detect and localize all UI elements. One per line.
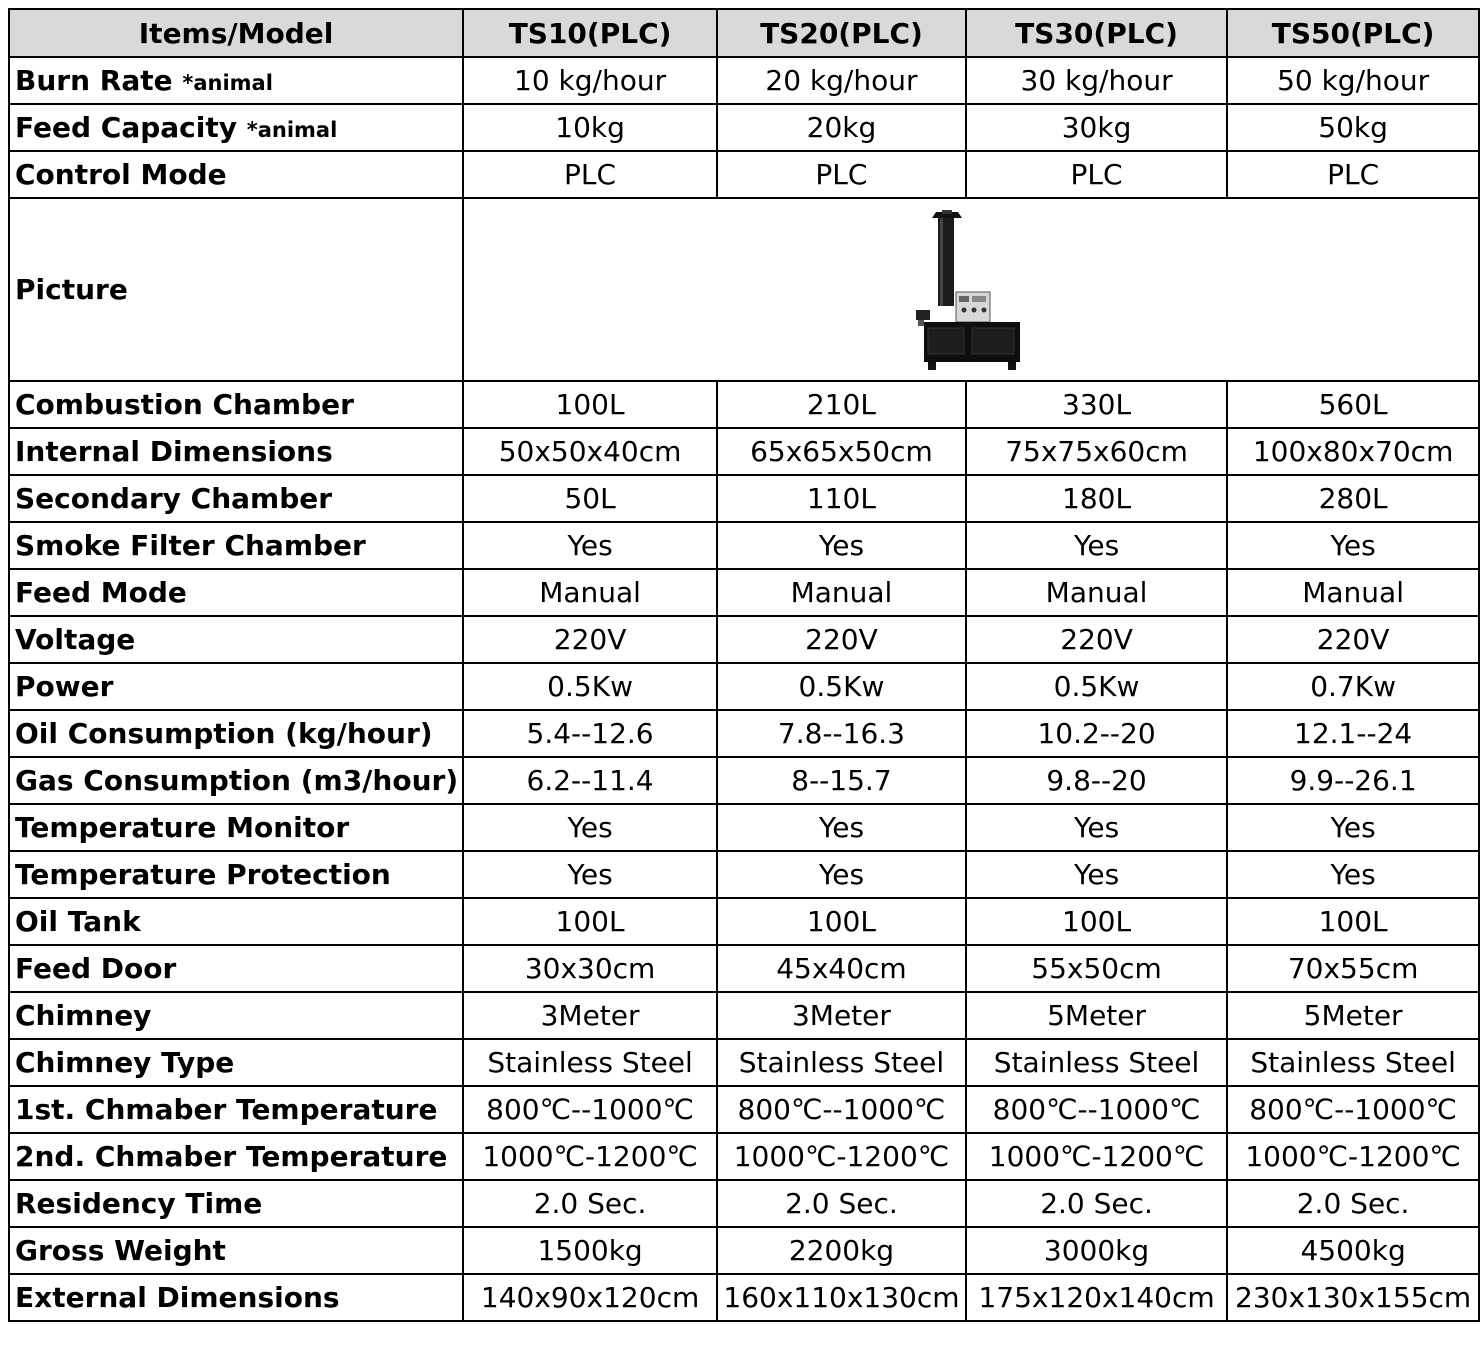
value-cell: 0.5Kw (717, 663, 966, 710)
row-label: Control Mode (15, 158, 227, 191)
value-cell: 230x130x155cm (1227, 1274, 1479, 1321)
value-cell: 3000kg (966, 1227, 1227, 1274)
value-cell: 20 kg/hour (717, 57, 966, 104)
header-row (9, 9, 1479, 57)
value-cell: 175x120x140cm (966, 1274, 1227, 1321)
value-cell: 800℃--1000℃ (1227, 1086, 1479, 1133)
value-cell: Yes (966, 522, 1227, 569)
value-cell: 2.0 Sec. (1227, 1180, 1479, 1227)
value-cell: 210L (717, 381, 966, 428)
value-cell: 140x90x120cm (463, 1274, 717, 1321)
row-label-cell (9, 428, 463, 475)
value-cell: 30 kg/hour (966, 57, 1227, 104)
row-label-cell (9, 381, 463, 428)
value-cell: 70x55cm (1227, 945, 1479, 992)
value-cell: PLC (966, 151, 1227, 198)
value-cell: 50 kg/hour (1227, 57, 1479, 104)
value-cell: 220V (966, 616, 1227, 663)
value-cell: 3Meter (463, 992, 717, 1039)
value-cell: 20kg (717, 104, 966, 151)
spec-row (9, 1133, 1479, 1180)
items-model-header: Items/Model (9, 9, 463, 57)
value-cell: 800℃--1000℃ (463, 1086, 717, 1133)
spec-row (9, 1086, 1479, 1133)
value-cell: Yes (717, 522, 966, 569)
value-cell: 100L (463, 381, 717, 428)
spec-row (9, 616, 1479, 663)
value-cell: 1500kg (463, 1227, 717, 1274)
row-label-cell (9, 898, 463, 945)
row-label: Residency Time (15, 1187, 263, 1220)
spec-row (9, 1180, 1479, 1227)
row-label-cell (9, 710, 463, 757)
spec-row (9, 475, 1479, 522)
value-cell: 4500kg (1227, 1227, 1479, 1274)
row-label-cell (9, 992, 463, 1039)
spec-row (9, 804, 1479, 851)
spec-row (9, 710, 1479, 757)
row-label: Gross Weight (15, 1234, 226, 1267)
value-cell: Yes (1227, 804, 1479, 851)
row-label: Oil Tank (15, 905, 141, 938)
value-cell: 6.2--11.4 (463, 757, 717, 804)
spec-row (9, 945, 1479, 992)
value-cell: 2.0 Sec. (966, 1180, 1227, 1227)
value-cell: 100x80x70cm (1227, 428, 1479, 475)
model-header: TS10(PLC) (463, 9, 717, 57)
spec-row (9, 57, 1479, 104)
value-cell: PLC (1227, 151, 1479, 198)
value-cell: Yes (966, 851, 1227, 898)
value-cell: 55x50cm (966, 945, 1227, 992)
spec-row (9, 1039, 1479, 1086)
spec-row (9, 522, 1479, 569)
value-cell: Stainless Steel (463, 1039, 717, 1086)
value-cell: Yes (966, 804, 1227, 851)
row-note: *animal (246, 118, 338, 142)
row-label: Temperature Protection (15, 858, 391, 891)
row-label: Power (15, 670, 114, 703)
spec-row (9, 1274, 1479, 1321)
value-cell: 100L (966, 898, 1227, 945)
row-label-cell (9, 1180, 463, 1227)
value-cell: 560L (1227, 381, 1479, 428)
row-label-cell (9, 569, 463, 616)
incinerator-image (916, 210, 1026, 370)
spec-row (9, 381, 1479, 428)
row-label: Smoke Filter Chamber (15, 529, 366, 562)
value-cell: Stainless Steel (717, 1039, 966, 1086)
value-cell: 8--15.7 (717, 757, 966, 804)
row-label-cell (9, 151, 463, 198)
value-cell: 30x30cm (463, 945, 717, 992)
spec-row (9, 428, 1479, 475)
value-cell: 5.4--12.6 (463, 710, 717, 757)
model-header: TS20(PLC) (717, 9, 966, 57)
row-label-cell (9, 104, 463, 151)
value-cell: PLC (463, 151, 717, 198)
value-cell: 100L (463, 898, 717, 945)
row-label: Combustion Chamber (15, 388, 354, 421)
row-label-cell (9, 1039, 463, 1086)
spec-row (9, 104, 1479, 151)
spec-row (9, 992, 1479, 1039)
value-cell: 2.0 Sec. (463, 1180, 717, 1227)
row-label: 2nd. Chmaber Temperature (15, 1140, 448, 1173)
row-label: Oil Consumption (kg/hour) (15, 717, 433, 750)
value-cell: Manual (463, 569, 717, 616)
value-cell: Yes (463, 851, 717, 898)
value-cell: 75x75x60cm (966, 428, 1227, 475)
value-cell: 65x65x50cm (717, 428, 966, 475)
row-label-cell (9, 757, 463, 804)
row-label: Burn Rate (15, 64, 173, 97)
value-cell: 5Meter (1227, 992, 1479, 1039)
value-cell: 0.7Kw (1227, 663, 1479, 710)
spec-row (9, 1227, 1479, 1274)
row-label-cell (9, 851, 463, 898)
value-cell: 220V (1227, 616, 1479, 663)
value-cell: Manual (717, 569, 966, 616)
row-label: Feed Mode (15, 576, 187, 609)
row-label-cell (9, 475, 463, 522)
row-label: Voltage (15, 623, 136, 656)
row-label-cell (9, 1086, 463, 1133)
value-cell: Yes (717, 804, 966, 851)
picture-section (9, 198, 1479, 381)
value-cell: 50kg (1227, 104, 1479, 151)
value-cell: 800℃--1000℃ (717, 1086, 966, 1133)
value-cell: 110L (717, 475, 966, 522)
value-cell: 2200kg (717, 1227, 966, 1274)
value-cell: 280L (1227, 475, 1479, 522)
value-cell: 220V (717, 616, 966, 663)
value-cell: 9.9--26.1 (1227, 757, 1479, 804)
row-label-cell (9, 616, 463, 663)
picture-row (9, 198, 1479, 381)
value-cell: Yes (1227, 522, 1479, 569)
value-cell: 100L (1227, 898, 1479, 945)
spec-row (9, 569, 1479, 616)
value-cell: 100L (717, 898, 966, 945)
value-cell: Yes (1227, 851, 1479, 898)
value-cell: 50L (463, 475, 717, 522)
row-label: Chimney Type (15, 1046, 235, 1079)
spec-row (9, 151, 1479, 198)
spec-row (9, 663, 1479, 710)
value-cell: 7.8--16.3 (717, 710, 966, 757)
row-label-cell (9, 1227, 463, 1274)
value-cell: Manual (1227, 569, 1479, 616)
value-cell: 160x110x130cm (717, 1274, 966, 1321)
value-cell: 330L (966, 381, 1227, 428)
row-label: Gas Consumption (m3/hour) (15, 764, 459, 797)
row-label-cell (9, 57, 463, 104)
value-cell: 30kg (966, 104, 1227, 151)
row-label: Internal Dimensions (15, 435, 333, 468)
value-cell: 12.1--24 (1227, 710, 1479, 757)
value-cell: Yes (463, 804, 717, 851)
value-cell: 50x50x40cm (463, 428, 717, 475)
value-cell: 1000℃-1200℃ (966, 1133, 1227, 1180)
value-cell: 220V (463, 616, 717, 663)
value-cell: 2.0 Sec. (717, 1180, 966, 1227)
model-header: TS30(PLC) (966, 9, 1227, 57)
row-label-cell (9, 945, 463, 992)
value-cell: 180L (966, 475, 1227, 522)
row-label-cell (9, 663, 463, 710)
value-cell: 10 kg/hour (463, 57, 717, 104)
row-label: Secondary Chamber (15, 482, 333, 515)
row-label: Chimney (15, 999, 152, 1032)
value-cell: PLC (717, 151, 966, 198)
spec-rows-bottom (9, 381, 1479, 1321)
value-cell: Manual (966, 569, 1227, 616)
value-cell: 10kg (463, 104, 717, 151)
value-cell: 1000℃-1200℃ (463, 1133, 717, 1180)
spec-row (9, 757, 1479, 804)
value-cell: 9.8--20 (966, 757, 1227, 804)
value-cell: 0.5Kw (463, 663, 717, 710)
row-label-cell (9, 1274, 463, 1321)
value-cell: 45x40cm (717, 945, 966, 992)
row-label: 1st. Chmaber Temperature (15, 1093, 438, 1126)
row-label-cell (9, 1133, 463, 1180)
spec-rows-top (9, 57, 1479, 198)
model-header: TS50(PLC) (1227, 9, 1479, 57)
spec-row (9, 851, 1479, 898)
row-label-cell (9, 804, 463, 851)
value-cell: 5Meter (966, 992, 1227, 1039)
row-label-cell (9, 522, 463, 569)
value-cell: 1000℃-1200℃ (1227, 1133, 1479, 1180)
value-cell: 1000℃-1200℃ (717, 1133, 966, 1180)
value-cell: 0.5Kw (966, 663, 1227, 710)
value-cell: Yes (717, 851, 966, 898)
row-label: External Dimensions (15, 1281, 340, 1314)
spec-table (8, 8, 1480, 1322)
row-label: Feed Capacity (15, 111, 237, 144)
value-cell: 10.2--20 (966, 710, 1227, 757)
row-label: Temperature Monitor (15, 811, 350, 844)
spec-row (9, 898, 1479, 945)
value-cell: Stainless Steel (1227, 1039, 1479, 1086)
value-cell: 3Meter (717, 992, 966, 1039)
picture-cell (463, 198, 1479, 381)
row-note: *animal (182, 71, 273, 95)
value-cell: Yes (463, 522, 717, 569)
row-label: Feed Door (15, 952, 177, 985)
row-label: Picture (9, 198, 463, 381)
value-cell: 800℃--1000℃ (966, 1086, 1227, 1133)
value-cell: Stainless Steel (966, 1039, 1227, 1086)
